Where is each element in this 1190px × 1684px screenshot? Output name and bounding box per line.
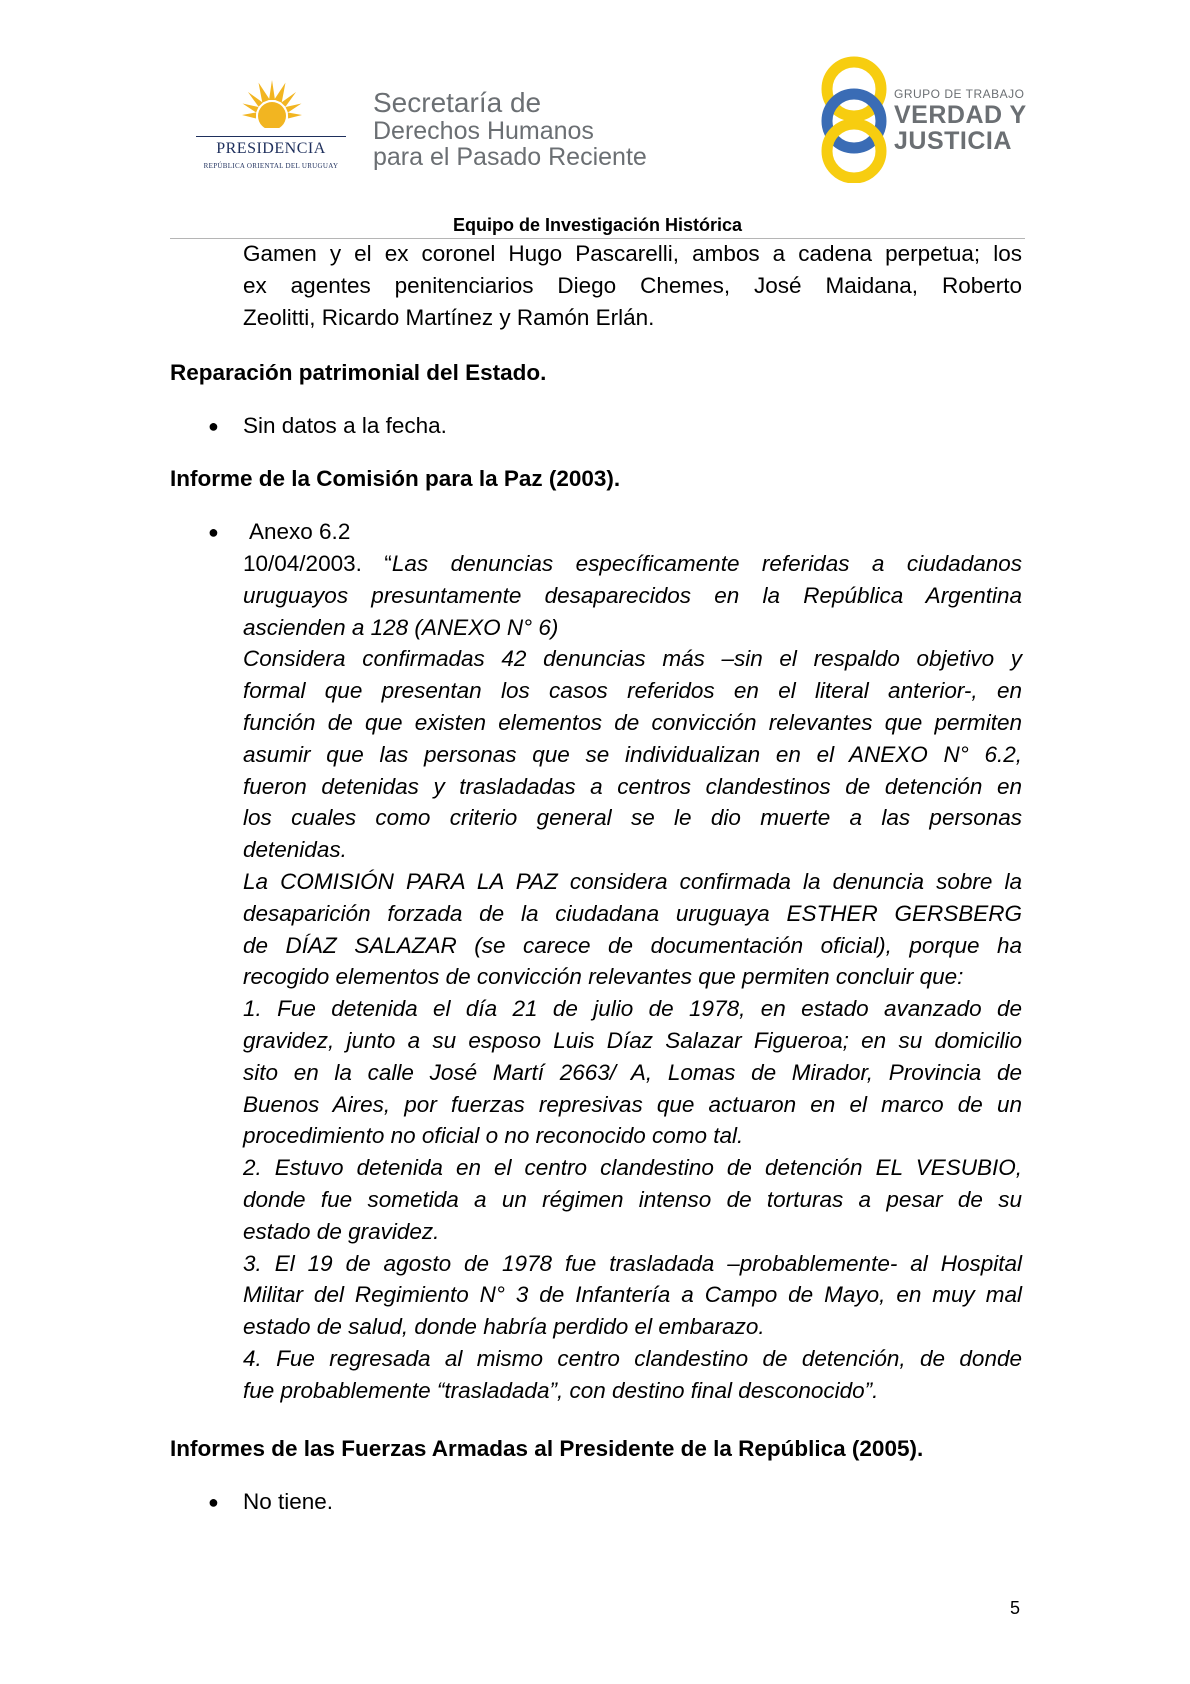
quote-line: procedimiento no oficial o no reconocido como tal. <box>243 1123 744 1149</box>
quote-line: asumir que las personas que se individualizan en el ANEXO N° 6.2, <box>243 741 1022 767</box>
quote-line: detenidas. <box>243 837 347 863</box>
text-line: Zeolitti, Ricardo Martínez y Ramón Erlán. <box>243 304 655 330</box>
quote-line: Considera confirmadas 42 denuncias más –sin el respaldo objetivo y <box>243 646 1022 672</box>
quote-line: uruguayos presuntamente desaparecidos en la República Argentina <box>243 582 1022 608</box>
sun-icon <box>232 80 312 138</box>
quote-line: función de que existen elementos de convicción relevantes que permiten <box>243 709 1022 735</box>
quote-line: 1. Fue detenida el día 21 de julio de 1978, en estado avanzado de <box>243 996 1022 1022</box>
quote-line: sito en la calle José Martí 2663/ A, Lomas de Mirador, Provincia de <box>243 1059 1022 1085</box>
quote-line: estado de salud, donde habría perdido el embarazo. <box>243 1314 765 1340</box>
quote-line: 2. Estuvo detenida en el centro clandestino de detención EL VESUBIO, <box>243 1155 1022 1181</box>
quote-line: recogido elementos de convicción relevantes que permiten concluir que: <box>243 964 964 990</box>
quote-line: La COMISIÓN PARA LA PAZ considera confirmada la denuncia sobre la <box>243 868 1022 894</box>
text-line: ex agentes penitenciarios Diego Chemes, José Maidana, Roberto <box>243 272 1022 298</box>
comision-quote <box>243 548 1022 1407</box>
quote-line: los cuales como criterio general se le dio muerte a las personas <box>243 805 1022 831</box>
quote-line: desaparición forzada de la ciudadana uruguaya ESTHER GERSBERG <box>243 900 1022 926</box>
quote-line: ascienden a 128 (ANEXO N° 6) <box>243 614 559 640</box>
quote-line: fueron detenidas y trasladadas a centros clandestinos de detención en <box>243 773 1022 799</box>
presidencia-subtitle: REPÚBLICA ORIENTAL DEL URUGUAY <box>203 162 339 170</box>
bullet-icon: ● <box>208 416 219 436</box>
grupo-trabajo-label: GRUPO DE TRABAJO <box>894 87 1025 101</box>
header-title: Equipo de Investigación Histórica <box>452 215 743 235</box>
quote-line: gravidez, junto a su esposo Luis Díaz Salazar Figueroa; en su domicilio <box>243 1027 1022 1053</box>
bullet-icon: ● <box>208 1492 219 1512</box>
quote-line: Buenos Aires, por fuerzas represivas que actuaron en el marco de un <box>243 1091 1022 1117</box>
quote-line: 4. Fue regresada al mismo centro clandestino de detención, de donde <box>243 1345 1022 1371</box>
bullet-icon: ● <box>208 522 219 542</box>
secretaria-wordmark <box>373 88 647 170</box>
page-number: 5 <box>1010 1598 1021 1618</box>
quote-line: donde fue sometida a un régimen intenso de torturas a pesar de su <box>243 1186 1022 1212</box>
quote-line: 3. El 19 de agosto de 1978 fue trasladada –probablemente- al Hospital <box>243 1250 1022 1276</box>
rings-icon <box>818 55 890 183</box>
verdad-justicia-logo <box>818 55 1028 183</box>
quote-line: fue probablemente “trasladada”, con destino final desconocido”. <box>243 1377 879 1403</box>
presidencia-wordmark: PRESIDENCIA <box>216 140 326 157</box>
secretaria-line-1: Secretaría de <box>373 87 542 118</box>
quote-line: de DÍAZ SALAZAR (se carece de documentación oficial), porque ha <box>243 932 1022 958</box>
section-heading-comision: Informe de la Comisión para la Paz (2003). <box>170 466 621 491</box>
verdad-label: VERDAD Y <box>894 101 1027 129</box>
section-heading-reparacion: Reparación patrimonial del Estado. <box>170 360 547 385</box>
presidencia-logo <box>196 80 356 180</box>
secretaria-line-3: para el Pasado Reciente <box>373 143 647 171</box>
quote-line: formal que presentan los casos referidos en el literal anterior-, en <box>243 678 1022 704</box>
bullet-text-fuerzas: No tiene. <box>243 1489 334 1514</box>
continuation-paragraph <box>243 238 1022 333</box>
text-line: Gamen y el ex coronel Hugo Pascarelli, ambos a cadena perpetua; los <box>243 241 1022 266</box>
bullet-text-anexo: Anexo 6.2 <box>249 519 351 544</box>
bullet-text-reparacion: Sin datos a la fecha. <box>243 413 447 438</box>
presidencia-rule <box>196 136 346 137</box>
justicia-label: JUSTICIA <box>894 127 1012 155</box>
quote-line: Militar del Regimiento N° 3 de Infantería a Campo de Mayo, en muy mal <box>243 1282 1022 1308</box>
quote-text: Las denuncias específicamente referidas a ciudadanos <box>391 551 1022 576</box>
quote-line: estado de gravidez. <box>243 1218 440 1244</box>
secretaria-line-2: Derechos Humanos <box>373 117 594 145</box>
section-heading-fuerzas: Informes de las Fuerzas Armadas al Presidente de la República (2005). <box>170 1436 924 1461</box>
quote-line <box>243 548 1022 580</box>
quote-date: 10/04/2003. “ <box>243 551 392 576</box>
